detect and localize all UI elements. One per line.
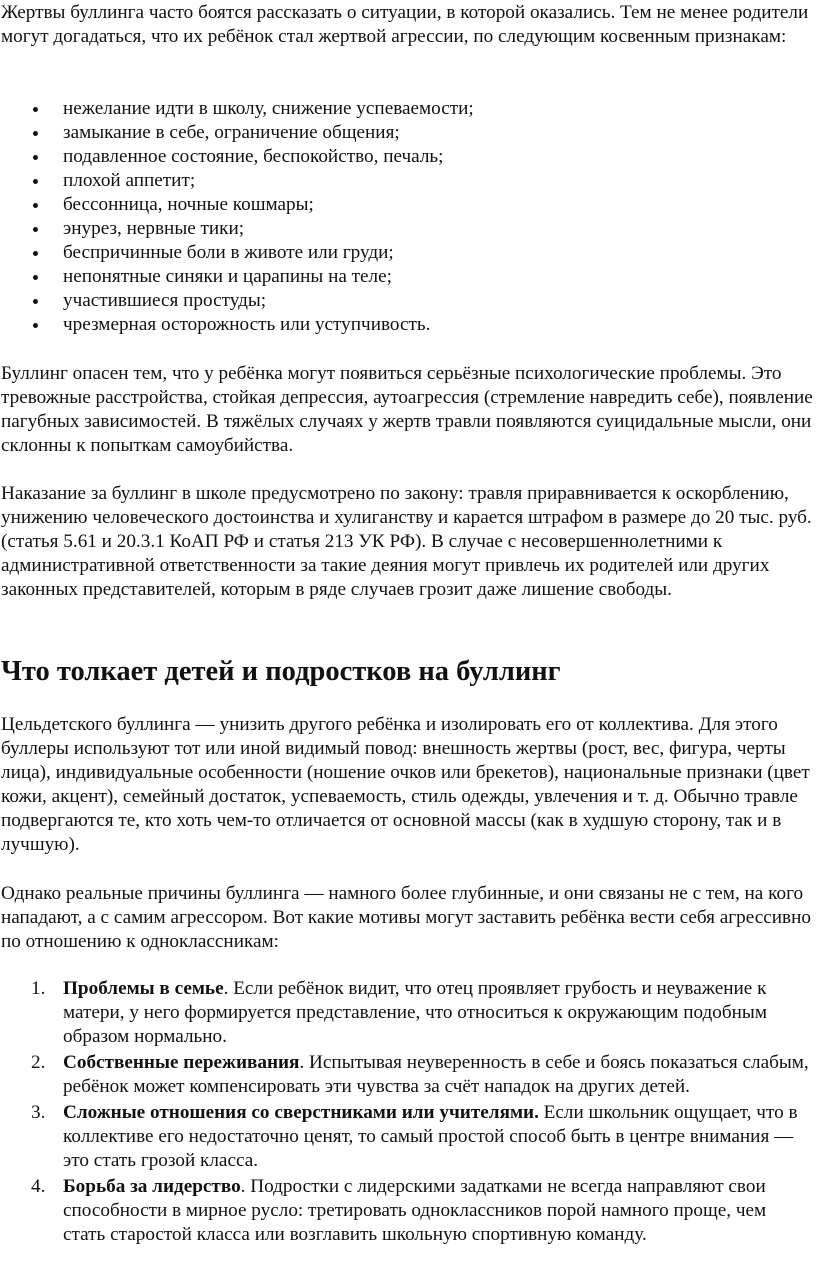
bullet-icon xyxy=(33,227,38,232)
bullet-icon xyxy=(33,275,38,280)
list-number: 3. xyxy=(31,1102,46,1123)
list-number: 2. xyxy=(31,1052,46,1073)
list-item: подавленное состояние, беспокойство, печаль; xyxy=(0,145,812,169)
reason-text: Если школьник ощущает, что в коллективе его недостаточно ценят, то самый простой способ быть в центре внимания — это стать грозой класса. xyxy=(63,1102,798,1171)
bullet-icon xyxy=(33,131,38,136)
reason-text: . Если ребёнок видит, что отец проявляет грубость и неуважение к матери, у него формируется представление, что относиться к окружающим подобным образом нормально. xyxy=(63,978,767,1047)
list-item: беспричинные боли в животе или груди; xyxy=(0,241,812,265)
list-item xyxy=(0,1051,812,1099)
reason-text: . Подростки с лидерскими задатками не всегда направляют свои способности в мирное русло: третировать одноклассников порой намного проще, чем стать старостой класса или возглавить школьную спортивную команду. xyxy=(63,1176,767,1245)
list-number: 4. xyxy=(31,1176,46,1197)
reason-text: . Испытывая неуверенность в себе и боясь показаться слабым, ребёнок может компенсировать эти чувства за счёт нападок на других детей. xyxy=(63,1052,809,1097)
list-item: бессонница, ночные кошмары; xyxy=(0,193,812,217)
list-item xyxy=(0,1101,812,1173)
bullet-icon xyxy=(33,323,38,328)
reason-title: Сложные отношения со сверстниками или учителями. xyxy=(63,1102,539,1123)
bullet-icon xyxy=(33,203,38,208)
danger-paragraph: Буллинг опасен тем, что у ребёнка могут появиться серьёзные психологические проблемы. Это тревожные расстройства, стойкая депрессия, аутоагрессия (стремление навредить себе), появление пагубных зависимостей. В тяжёлых случаях у жертв травли появляются суицидальные мысли, они склонны к попыткам самоубийства. xyxy=(1,363,813,456)
bullet-icon xyxy=(33,179,38,184)
goal-paragraph: Цельдетского буллинга — унизить другого ребёнка и изолировать его от коллектива. Для этого буллеры используют тот или иной видимый повод: внешность жертвы (рост, вес, фигура, черты лица), индивидуальные особенности (ношение очков или брекетов), национальные признаки (цвет кожи, акцент), семейный достаток, успеваемость, стиль одежды, увлечения и т. д. Обычно травле подвергаются те, кто хоть чем-то отличается от основной массы (как в худшую сторону, так и в лучшую). xyxy=(1,714,810,855)
list-item: участившиеся простуды; xyxy=(0,289,812,313)
list-item: нежелание идти в школу, снижение успеваемости; xyxy=(0,97,812,121)
list-item: чрезмерная осторожность или уступчивость. xyxy=(0,313,812,337)
list-item: плохой аппетит; xyxy=(0,169,812,193)
bullet-icon xyxy=(33,155,38,160)
list-item: энурез, нервные тики; xyxy=(0,217,812,241)
list-item: непонятные синяки и царапины на теле; xyxy=(0,265,812,289)
list-item xyxy=(0,1175,812,1247)
bullet-icon xyxy=(33,107,38,112)
intro-paragraph: Жертвы буллинга часто боятся рассказать о ситуации, в которой оказались. Тем не менее родители могут догадаться, что их ребёнок стал жертвой агрессии, по следующим косвенным признакам: xyxy=(1,2,809,47)
bullet-icon xyxy=(33,251,38,256)
bullet-icon xyxy=(33,299,38,304)
list-item xyxy=(0,977,812,1049)
section-heading: Что толкает детей и подростков на буллинг xyxy=(1,656,561,687)
signs-list xyxy=(0,97,812,337)
law-paragraph: Наказание за буллинг в школе предусмотрено по закону: травля приравнивается к оскорблению, унижению человеческого достоинства и хулиганству и карается штрафом в размере до 20 тыс. руб. (статья 5.61 и 20.3.1 КоАП РФ и статья 213 УК РФ). В случае с несовершеннолетними к административной ответственности за такие деяния могут привлечь их родителей или других законных представителей, которым в ряде случаев грозит даже лишение свободы. xyxy=(1,483,812,600)
reasons-list xyxy=(0,977,812,1249)
reason-title: Борьба за лидерство xyxy=(63,1176,241,1197)
list-item: замыкание в себе, ограничение общения; xyxy=(0,121,812,145)
reason-title: Собственные переживания xyxy=(63,1052,300,1073)
list-number: 1. xyxy=(31,978,46,999)
reason-title: Проблемы в семье xyxy=(63,978,224,999)
reasons-intro-paragraph: Однако реальные причины буллинга — намного более глубинные, и они связаны не с тем, на кого нападают, а с самим агрессором. Вот какие мотивы могут заставить ребёнка вести себя агрессивно по отношению к одноклассникам: xyxy=(1,883,811,952)
